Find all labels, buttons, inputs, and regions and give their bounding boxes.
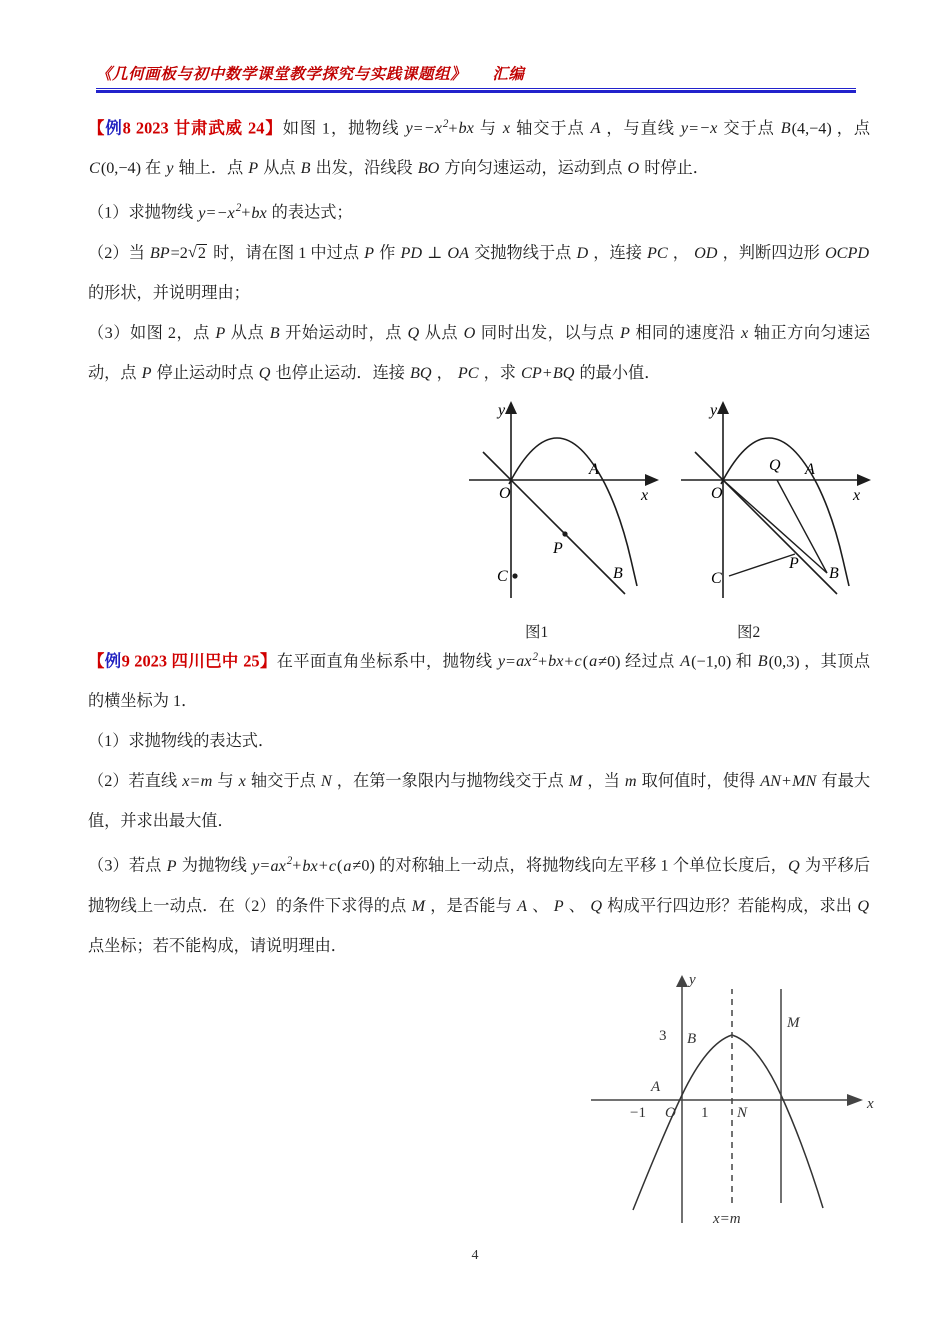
label-y: y — [710, 402, 718, 419]
x-axis-arrow — [847, 1094, 863, 1106]
example9-tag — [88, 651, 277, 670]
header-rule — [96, 88, 856, 93]
figure-2 — [677, 398, 892, 641]
parabola-curve — [509, 438, 637, 586]
label-M: M — [787, 1015, 800, 1031]
label-B: B — [687, 1031, 697, 1047]
segment-CP — [729, 554, 795, 576]
example9-figure — [585, 975, 885, 1230]
figure-2-caption: 图2 — [737, 624, 761, 641]
label-P: P — [553, 540, 563, 557]
example9-tag-li: 例 — [104, 651, 122, 671]
label-O: O — [499, 485, 511, 502]
page-number: 4 — [471, 1248, 479, 1263]
example8-q1: （1）求抛物线 $y=-x^2+bx$ 的表达式； — [88, 202, 353, 222]
label-Q: Q — [769, 457, 781, 474]
example9-q1: （1）求抛物线的表达式． — [88, 732, 275, 751]
y-axis-arrow — [717, 401, 729, 414]
x-axis-arrow — [857, 474, 871, 486]
header-title-text: 《几何画板与初中数学课堂教学探究与实践课题组》 — [96, 66, 467, 83]
figure-1-svg — [465, 398, 680, 613]
tick-1: 1 — [701, 1105, 709, 1121]
label-y: y — [689, 975, 696, 988]
figure-1-caption: 图1 — [525, 624, 549, 641]
x-axis-arrow — [645, 474, 659, 486]
header-title — [96, 62, 856, 84]
label-x: x — [853, 487, 861, 504]
header-compile-text: 汇编 — [492, 66, 525, 83]
y-axis-arrow — [505, 401, 517, 414]
parabola-curve — [633, 1035, 823, 1210]
tick-3: 3 — [659, 1028, 667, 1044]
bracket-open: 【 — [88, 118, 106, 138]
parabola-curve — [721, 438, 849, 586]
label-B: B — [613, 565, 623, 582]
label-A: A — [589, 461, 599, 478]
example9-tag-rest: 9 2023 四川巴中 25 — [121, 651, 260, 671]
label-A: A — [805, 461, 815, 478]
bracket-open: 【 — [88, 651, 105, 671]
label-x: x — [641, 487, 649, 504]
label-P: P — [789, 555, 799, 572]
example8-q3: （3）如图 2，点 P 从点 B 开始运动时，点 Q 从点 O 同时出发，以与点 P 相同的速度沿 x 轴正方向匀速运动，点 P 停止运动时点 Q 也停止运动．连接 BQ ， PC ，求 CP+BQ 的最小值． — [88, 323, 871, 382]
page-header — [96, 62, 856, 84]
y-axis-arrow — [676, 975, 688, 987]
example9-q3: （3）若点 P 为抛物线 $y=ax^2+bx+c(a\ne 0)$ 的对称轴上一动点，将抛物线向左平移 1 个单位长度后，Q 为平移后抛物线上一动点．在（2）的条件下求得的点 M ，是否能与 A 、 P 、 Q 构成平行四边形？若能构成，求出 Q 点坐标；若不能构成，请说明理由． — [88, 855, 871, 955]
point-C-marker — [512, 573, 517, 578]
example8-tag — [88, 118, 283, 137]
label-B: B — [829, 565, 839, 582]
label-O: O — [665, 1105, 676, 1121]
label-C: C — [711, 570, 722, 587]
figure-2-svg — [677, 398, 892, 613]
example8-q2: （2）当 BP=2 √ 2 时，请在图 1 中过点 P 作 PD ⊥ OA 交抛物线于点 D ，连接 PC ， OD ，判断四边形 OCPD 的形状，并说明理由； — [88, 233, 870, 313]
example8-tag-li: 例 — [105, 118, 123, 138]
label-x-equals-m: x=m — [713, 1211, 741, 1227]
bracket-close: 】 — [264, 118, 283, 138]
example8-figures — [455, 398, 895, 641]
example9-stem: 【例9 2023 四川巴中 25】在平面直角坐标系中，抛物线 $y=ax^2+bx+c(a\ne 0)$ 经过点 A(−1,0) 和 B(0,3) ，其顶点的横坐标为 1． — [88, 650, 871, 711]
label-y: y — [498, 402, 506, 419]
segment-OB — [723, 480, 827, 573]
point-P-marker — [562, 531, 567, 536]
example9-q2: （2）若直线 x=m 与 x 轴交于点 N ，在第一象限内与抛物线交于点 M ，当 m 取何值时，使得 AN+MN 有最大值，并求出最大值． — [88, 772, 871, 831]
label-O: O — [711, 485, 723, 502]
tick-neg1: −1 — [630, 1105, 646, 1121]
label-x: x — [867, 1096, 874, 1112]
bracket-close: 】 — [259, 651, 277, 671]
label-A: A — [651, 1079, 661, 1095]
example8-stem: 【例8 2023 甘肃武威 24】如图 1，抛物线 $y=-x^2+bx$ 与 x 轴交于点 A ，与直线 y=−x 交于点 B(4,−4) ，点 C(0,−4) 在 y 轴上．点 P 从点 B 出发，沿线段 BO 方向匀速运动，运动到点 O 时停止． — [88, 118, 871, 178]
example8-tag-rest: 8 2023 甘肃武威 24 — [122, 118, 265, 138]
figure-1 — [465, 398, 680, 641]
label-N: N — [737, 1105, 748, 1121]
label-C: C — [497, 568, 508, 585]
example9-figure-svg — [585, 975, 885, 1230]
